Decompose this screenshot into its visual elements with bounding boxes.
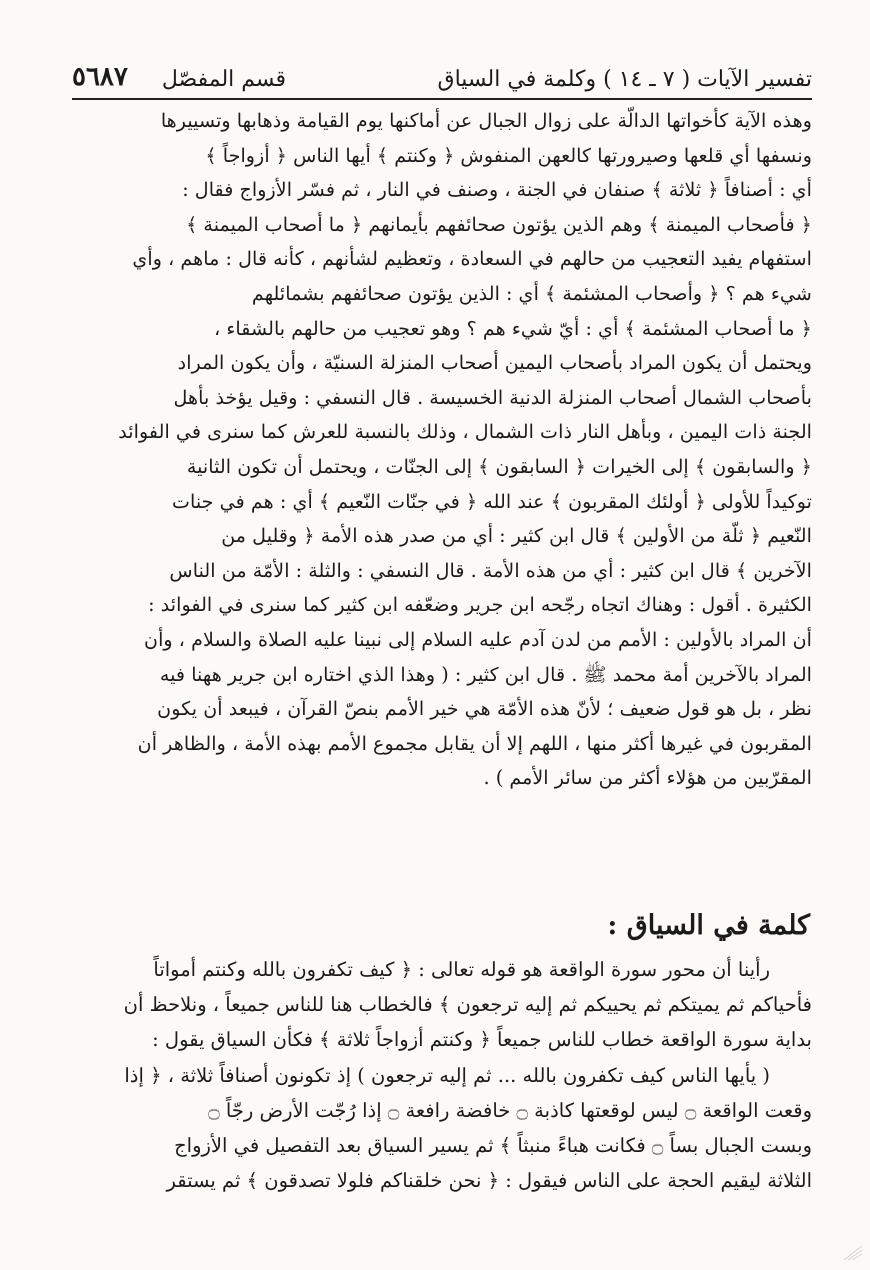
text-line: ﴿ ما أصحاب المشئمة ﴾ أي : أيّ شيء هم ؟ وهو تعجيب من حالهم بالشقاء ، (214, 316, 812, 340)
text-line: بأصحاب الشمال أصحاب المنزلة الدنية الخسيسة . قال النسفي : وقيل يؤخذ بأهل (173, 385, 812, 409)
text-line: فأحياكم ثم يميتكم ثم يحييكم ثم إليه ترجعون ﴾ فالخطاب هنا للناس جميعاً ، ونلاحظ أن (123, 993, 812, 1017)
text-line: الثلاثة ليقيم الحجة على الناس فيقول : ﴿ نحن خلقناكم فلولا تصدقون ﴾ ثم يستقر (166, 1169, 812, 1193)
section-name: قسم المفصّل (161, 67, 287, 92)
text-line: وهذه الآية كأخواتها الدالّة على زوال الجبال عن أماكنها يوم القيامة وذهابها وتسييرها (160, 109, 812, 132)
main-text (60, 104, 812, 796)
text-line: ويحتمل أن يكون المراد بأصحاب اليمين أصحاب المنزلة السنيّة ، وأن يكون المراد (177, 351, 812, 375)
running-title: تفسير الآيات ( ٧ ـ ١٤ ) وكلمة في السياق (437, 67, 812, 92)
text-line: بداية سورة الواقعة خطاب للناس جميعاً ﴿ وكنتم أزواجاً ثلاثة ﴾ فكأن السياق يقول : (152, 1028, 812, 1052)
text-line: الجنة ذات اليمين ، وبأهل النار ذات الشمال ، وذلك بالنسبة للعرش كما سنرى في الفوائد (118, 420, 812, 444)
page-number: ٥٦٨٧ (72, 62, 128, 92)
text-line: وبست الجبال بساً ۝ فكانت هباءً منبثاً ﴾ ثم يسير السياق بعد التفصيل في الأزواج (174, 1133, 812, 1157)
text-line: المراد بالآخرين أمة محمد ﷺ . قال ابن كثير : ( وهذا الذي اختاره ابن جرير ههنا فيه (159, 662, 812, 686)
text-line: المقرّبين من هؤلاء أكثر من سائر الأمم ) . (483, 766, 812, 790)
text-line: النّعيم ﴿ ثلّة من الأولين ﴾ قال ابن كثير : أي من صدر هذه الأمة ﴿ وقليل من (221, 524, 812, 548)
text-line: المقربون في غيرها أكثر منها ، اللهم إلا أن يقابل مجموع الأمم بهذه الأمة ، والظاهر أن (137, 731, 812, 755)
header-left-group (72, 62, 286, 92)
section-heading: كلمة في السياق : (607, 910, 810, 941)
text-line: شيء هم ؟ ﴿ وأصحاب المشئمة ﴾ أي : الذين يؤتون صحائفهم بشمائلهم (251, 281, 812, 305)
text-line: رأينا أن محور سورة الواقعة هو قوله تعالى : ﴿ كيف تكفرون بالله وكنتم أمواتاً (153, 958, 770, 981)
text-line: ﴿ والسابقون ﴾ إلى الخيرات ﴿ السابقون ﴾ إلى الجنّات ، ويحتمل أن تكون الثانية (186, 454, 812, 478)
page-header (72, 52, 812, 100)
text-line: ونسفها أي قلعها وصيرورتها كالعهن المنفوش ﴿ وكنتم ﴾ أيها الناس ﴿ أزواجاً ﴾ (205, 143, 812, 167)
text-line: أن المراد بالأولين : الأمم من لدن آدم عليه السلام إلى نبينا عليه الصلاة والسلام ، وأن (143, 627, 812, 651)
text-line: ( يأيها الناس كيف تكفرون بالله ... ثم إليه ترجعون ) إذ تكونون أصنافاً ثلاثة ، ﴿ إذا (124, 1063, 770, 1087)
text-line: أي : أصنافاً ﴿ ثلاثة ﴾ صنفان في الجنة ، وصنف في النار ، ثم فسّر الأزواج فقال : (182, 178, 812, 202)
text-line: وقعت الواقعة ۝ ليس لوقعتها كاذبة ۝ خافضة رافعة ۝ إذا رُجّت الأرض رجّاً ۝ (208, 1098, 812, 1122)
text-line: توكيداً للأولى ﴿ أولئك المقربون ﴾ عند الله ﴿ في جنّات النّعيم ﴾ أي : هم في جنات (171, 489, 812, 513)
text-line: ﴿ فأصحاب الميمنة ﴾ وهم الذين يؤتون صحائفهم بأيمانهم ﴿ ما أصحاب الميمنة ﴾ (186, 212, 812, 236)
text-line: الكثيرة . أقول : وهناك اتجاه رجّحه ابن جرير وضعّفه ابن كثير كما سنرى في الفوائد : (148, 593, 812, 617)
corner-mark-icon (842, 1244, 864, 1262)
text-line: نظر ، بل هو قول ضعيف ؛ لأنّ هذه الأمّة هي خير الأمم بنصّ القرآن ، فيبعد أن يكون (157, 697, 812, 721)
text-line: الآخرين ﴾ قال ابن كثير : أي من هذه الأمة . قال النسفي : والثلة : الأمّة من الناس (169, 558, 812, 582)
text-line: استفهام يفيد التعجيب من حالهم في السعادة ، وتعظيم لشأنهم ، كأنه قال : ماهم ، وأي (132, 247, 812, 271)
context-section (60, 896, 812, 1198)
